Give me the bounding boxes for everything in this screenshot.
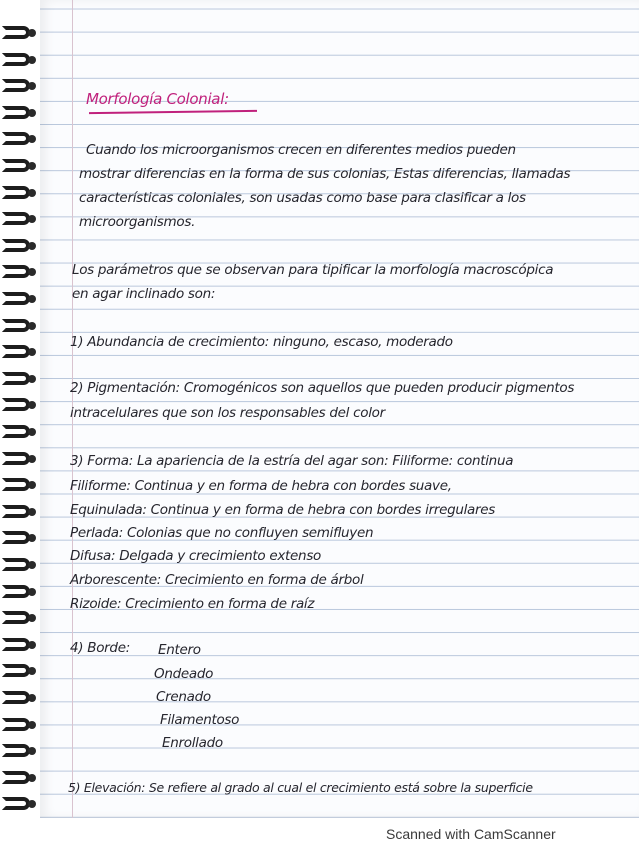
spiral-ring-icon xyxy=(2,398,30,411)
spiral-ring-icon xyxy=(2,638,30,651)
spiral-ring-icon xyxy=(2,79,30,92)
spiral-ring-icon xyxy=(2,53,30,66)
spiral-ring-icon xyxy=(2,186,30,199)
spiral-ring-icon xyxy=(2,558,30,571)
spiral-ring-icon xyxy=(2,372,30,385)
binding-hole xyxy=(28,800,36,808)
page-title: Morfología Colonial: xyxy=(86,90,229,108)
spiral-ring-icon xyxy=(2,664,30,677)
spiral-ring-icon xyxy=(2,611,30,624)
intro-line-1: Cuando los microorganismos crecen en diferentes medios pueden xyxy=(86,142,516,158)
spiral-ring-icon xyxy=(2,159,30,172)
border-option: Crenado xyxy=(156,689,211,705)
spiral-ring-icon xyxy=(2,505,30,518)
binding-hole xyxy=(28,215,36,223)
item-form: 3) Forma: La apariencia de la estría del agar son: Filiforme: continua xyxy=(70,453,514,469)
spiral-ring-icon xyxy=(2,265,30,278)
spiral-ring-icon xyxy=(2,345,30,358)
binding-hole xyxy=(28,588,36,596)
spiral-ring-icon xyxy=(2,478,30,491)
form-rizoide: Rizoide: Crecimiento en forma de raíz xyxy=(70,596,315,612)
binding-hole xyxy=(28,375,36,383)
item-pigmentation: 2) Pigmentación: Cromogénicos son aquellos que pueden producir pigmentos xyxy=(70,380,575,396)
binding-hole xyxy=(28,667,36,675)
binding-hole xyxy=(28,82,36,90)
spiral-ring-icon xyxy=(2,771,30,784)
binding-hole xyxy=(28,694,36,702)
spiral-ring-icon xyxy=(2,718,30,731)
spiral-ring-icon xyxy=(2,132,30,145)
spiral-ring-icon xyxy=(2,531,30,544)
binding-hole xyxy=(28,641,36,649)
form-difusa: Difusa: Delgada y crecimiento extenso xyxy=(70,548,322,564)
form-perlada: Perlada: Colonias que no confluyen semifluyen xyxy=(70,525,374,541)
binding-hole xyxy=(28,322,36,330)
params-line-2: en agar inclinado son: xyxy=(72,286,216,302)
spiral-ring-icon xyxy=(2,292,30,305)
binding-hole xyxy=(28,109,36,117)
binding-hole xyxy=(28,428,36,436)
spiral-ring-icon xyxy=(2,691,30,704)
form-equinulada: Equinulada: Continua y en forma de hebra con bordes irregulares xyxy=(70,502,496,518)
binding-hole xyxy=(28,268,36,276)
border-option: Filamentoso xyxy=(160,712,240,728)
binding-hole xyxy=(28,162,36,170)
binding-hole xyxy=(28,614,36,622)
spiral-ring-icon xyxy=(2,26,30,39)
spiral-ring-icon xyxy=(2,797,30,810)
binding-hole xyxy=(28,189,36,197)
spiral-ring-icon xyxy=(2,744,30,757)
params-line-1: Los parámetros que se observan para tipificar la morfología macroscópica xyxy=(72,262,554,278)
binding-hole xyxy=(28,295,36,303)
binding-hole xyxy=(28,56,36,64)
intro-line-4: microorganismos. xyxy=(79,214,196,230)
binding-hole xyxy=(28,348,36,356)
spiral-ring-icon xyxy=(2,452,30,465)
binding-hole xyxy=(28,455,36,463)
border-option: Entero xyxy=(158,642,201,658)
spiral-binding xyxy=(0,0,40,818)
item-elevation: 5) Elevación: Se refiere al grado al cual el crecimiento está sobre la superficie xyxy=(68,780,533,795)
binding-hole xyxy=(28,135,36,143)
binding-hole xyxy=(28,747,36,755)
binding-hole xyxy=(28,401,36,409)
item-border: 4) Borde: xyxy=(70,640,130,656)
form-filiforme: Filiforme: Continua y en forma de hebra con bordes suave, xyxy=(70,478,452,494)
binding-hole xyxy=(28,242,36,250)
binding-hole xyxy=(28,534,36,542)
spiral-ring-icon xyxy=(2,106,30,119)
binding-hole xyxy=(28,508,36,516)
binding-hole xyxy=(28,481,36,489)
binding-hole xyxy=(28,29,36,37)
spiral-ring-icon xyxy=(2,585,30,598)
form-arborescente: Arborescente: Crecimiento en forma de árbol xyxy=(70,572,364,588)
binding-hole xyxy=(28,561,36,569)
item-abundance: 1) Abundancia de crecimiento: ninguno, escaso, moderado xyxy=(70,334,453,350)
intro-line-3: características coloniales, son usadas como base para clasificar a los xyxy=(79,190,526,206)
spiral-ring-icon xyxy=(2,319,30,332)
binding-hole xyxy=(28,721,36,729)
spiral-ring-icon xyxy=(2,212,30,225)
border-option: Ondeado xyxy=(154,666,214,682)
intro-line-2: mostrar diferencias en la forma de sus colonias, Estas diferencias, llamadas xyxy=(79,166,571,182)
spiral-ring-icon xyxy=(2,425,30,438)
spiral-ring-icon xyxy=(2,239,30,252)
border-option: Enrollado xyxy=(162,735,223,751)
item-pigmentation-cont: intracelulares que son los responsables del color xyxy=(70,405,385,421)
binding-hole xyxy=(28,774,36,782)
scanner-watermark: Scanned with CamScanner xyxy=(386,826,556,842)
